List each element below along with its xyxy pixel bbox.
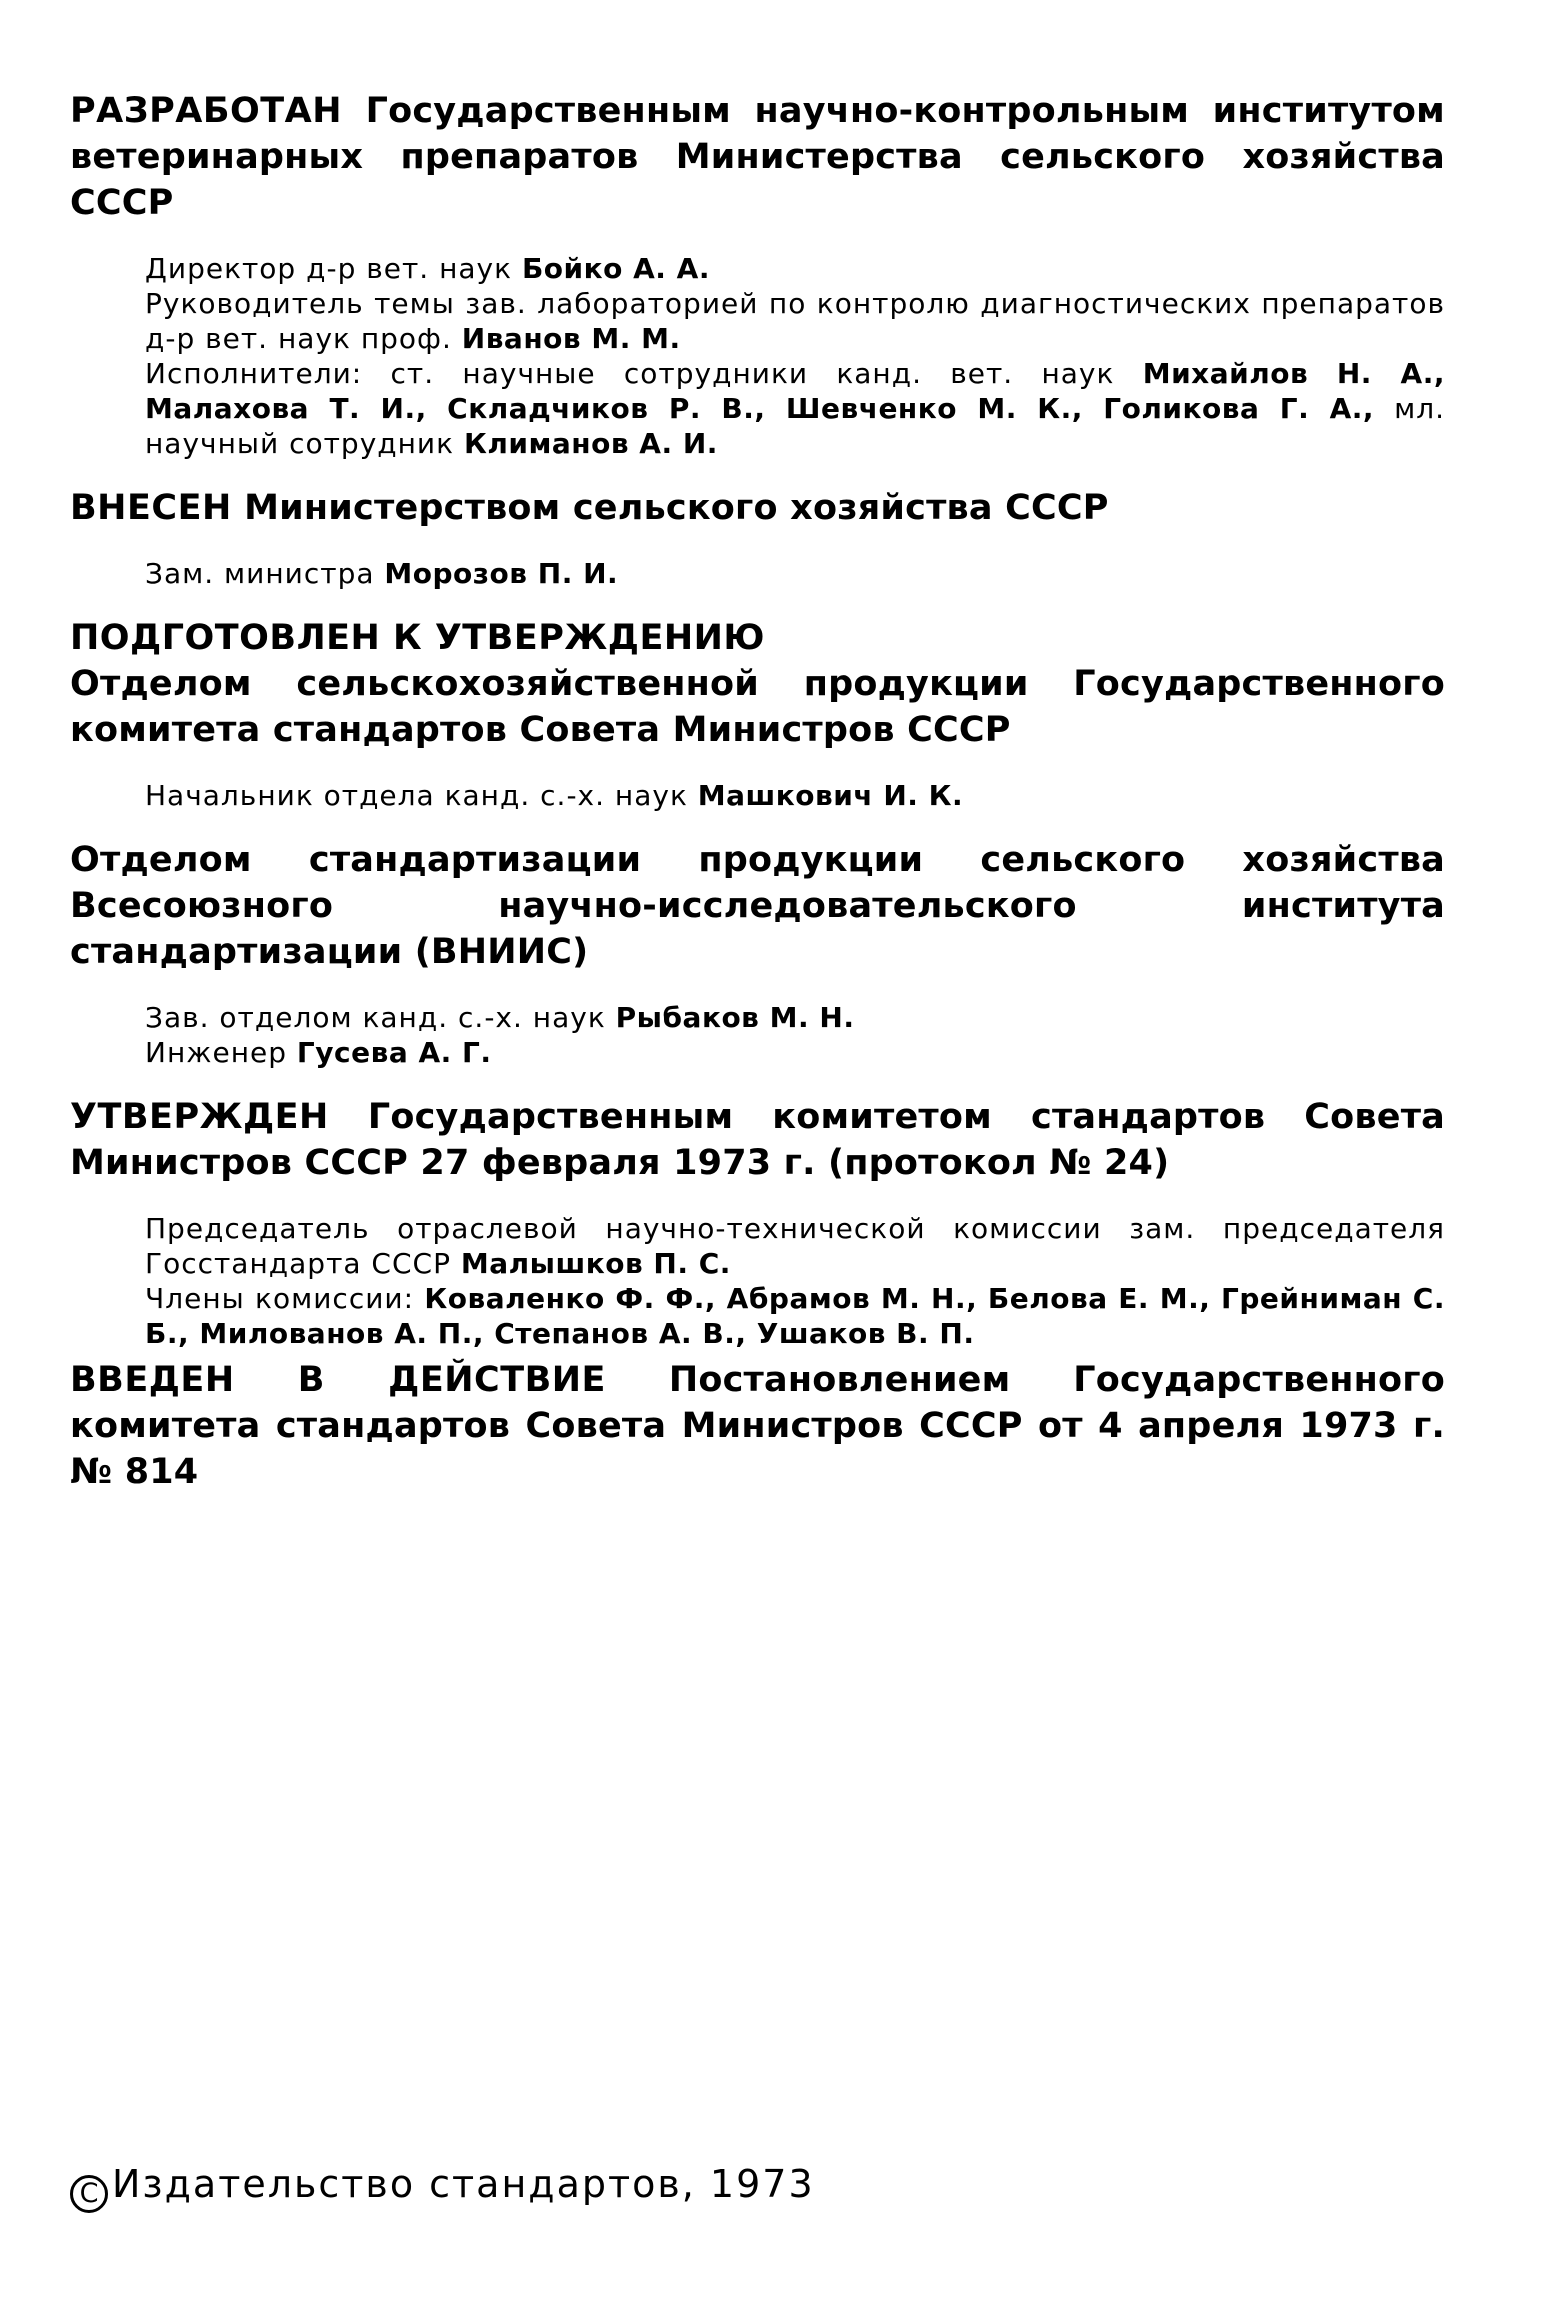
developed-staff [145,251,1445,461]
commission-members-line [145,1281,1445,1351]
prepared-heading: ПОДГОТОВЛЕН К УТВЕРЖДЕНИЮ [70,618,766,658]
junior-researcher-title: мл. научный сотрудник [145,392,1445,460]
executors-title: Исполнители: ст. научные сотрудники канд. вет. наук [145,357,1115,390]
junior-researcher-name: Климанов А. И. [463,427,718,460]
director-title: Директор д-р вет. наук [145,252,513,285]
theme-leader-name: Иванов М. М. [461,322,681,355]
department-2-head-line [145,1000,1445,1035]
commission-members-title: Члены комиссии: [145,1282,415,1315]
section-enacted [70,1357,1445,1495]
prepared-department-2: Отделом стандартизации продукции сельского хозяйства Всесоюзного научно-исследовательского института стандартизации (ВНИИС) [70,840,1445,972]
theme-leader-line [145,286,1445,356]
submitted-staff [145,556,1445,591]
enacted-text: Постановлением Государственного комитета стандартов Совета Министров СССР от 4 апреля 1973 г. № 814 [70,1360,1446,1492]
enacted-heading: ВВЕДЕН В ДЕЙСТВИЕ [70,1360,606,1400]
department-head-name: Машкович И. К. [697,779,964,812]
deputy-minister-name: Морозов П. И. [384,557,619,590]
developed-organization: Государственным научно-контрольным институтом ветеринарных препаратов Министерства сельского хозяйства СССР [70,91,1445,223]
chairman-name: Малышков П. С. [460,1247,731,1280]
director-line [145,251,1445,286]
chairman-line [145,1211,1445,1281]
commission-members-names: Коваленко Ф. Ф., Абрамов М. Н., Белова Е. М., Грейниман С. Б., Милованов А. П., Степанов А. В., Ушаков В. П. [145,1282,1445,1350]
section-submitted [70,485,1445,531]
engineer-title: Инженер [145,1036,288,1069]
approved-text: Государственным комитетом стандартов Совета Министров СССР 27 февраля 1973 г. (протокол № 24) [70,1097,1445,1183]
approved-commission [145,1211,1445,1351]
executors-names: Михайлов Н. А., Малахова Т. И., Складчиков Р. В., Шевченко М. К., Голикова Г. А., [145,357,1445,425]
deputy-minister-title: Зам. министра [145,557,375,590]
engineer-name: Гусева А. Г. [296,1036,492,1069]
publisher-text: Издательство стандартов, 1973 [112,2162,815,2206]
title-page-credits [70,88,1445,1520]
submitted-heading: ВНЕСЕН [70,488,232,528]
executors-line [145,356,1445,461]
section-prepared [70,615,1445,753]
section-approved [70,1094,1445,1186]
publisher-imprint [70,2160,815,2213]
developed-heading: РАЗРАБОТАН [70,91,343,131]
director-name: Бойко А. А. [521,252,710,285]
department-head-title: Начальник отдела канд. с.-х. наук [145,779,688,812]
department-head-line [145,778,1445,813]
department-2-head-name: Рыбаков М. Н. [615,1001,855,1034]
chairman-title: Председатель отраслевой научно-технической комиссии зам. председателя Госстандарта СССР [145,1212,1445,1280]
prepared-department-1-staff [145,778,1445,813]
department-2-head-title: Зав. отделом канд. с.-х. наук [145,1001,606,1034]
submitted-organization: Министерством сельского хозяйства СССР [244,488,1109,528]
theme-leader-title: Руководитель темы зав. лабораторией по контролю диагностических препаратов д-р вет. наук проф. [145,287,1445,355]
section-developed [70,88,1445,226]
copyright-icon: C [70,2175,108,2213]
engineer-line [145,1035,1445,1070]
prepared-department-1: Отделом сельскохозяйственной продукции Государственного комитета стандартов Совета Министров СССР [70,664,1445,750]
prepared-department-2-staff [145,1000,1445,1070]
deputy-minister-line [145,556,1445,591]
approved-heading: УТВЕРЖДЕН [70,1097,329,1137]
